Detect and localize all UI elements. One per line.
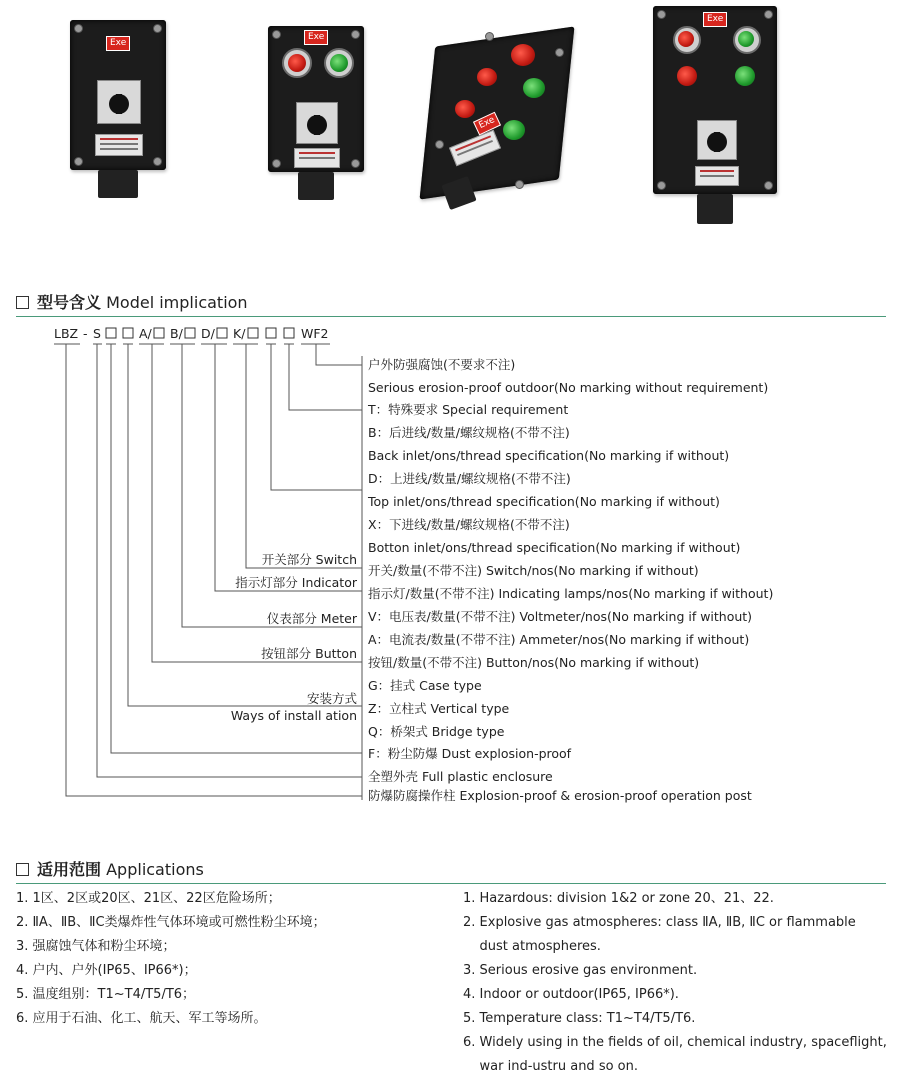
list-item: 5. Temperature class: T1~T4/T5/T6. xyxy=(463,1011,696,1026)
label-button: 按钮部分 Button xyxy=(261,646,357,661)
red-indicator xyxy=(477,68,497,86)
desc-case-type: G：挂式 Case type xyxy=(368,678,482,693)
label-install-en: Ways of install ation xyxy=(230,708,357,723)
checkbox-square-icon xyxy=(16,296,29,309)
stop-button-red xyxy=(288,54,306,72)
desc-ammeter: A：电流表/数量(不带不注) Ammeter/nos(No marking if without) xyxy=(368,632,750,647)
leader-lines xyxy=(66,344,362,800)
green-button xyxy=(503,120,525,140)
desc-outdoor-cn: 户外防强腐蚀(不要求不注) xyxy=(368,357,516,372)
section-divider xyxy=(16,316,886,317)
green-button xyxy=(738,31,754,47)
product-photo-3 xyxy=(415,20,585,210)
desc-outdoor-en: Serious erosion-proof outdoor(No marking without requirement) xyxy=(368,380,769,395)
cable-gland xyxy=(98,170,138,198)
list-item: 3. 强腐蚀气体和粉尘环境； xyxy=(16,939,176,954)
nameplate xyxy=(695,166,739,186)
code-box-button xyxy=(154,328,164,338)
start-button-green xyxy=(330,54,348,72)
desc-back-inlet-en: Back inlet/ons/thread specification(No marking if without) xyxy=(368,448,730,463)
code-box-special xyxy=(284,328,294,338)
applications-heading xyxy=(16,857,204,880)
code-a: A/ xyxy=(139,326,152,341)
code-dash: - xyxy=(83,326,88,341)
heading-en: Model implication xyxy=(106,293,248,312)
desc-vertical-type: Z：立柱式 Vertical type xyxy=(368,701,510,716)
heading-cn: 适用范围 xyxy=(37,860,102,879)
desc-dust-proof: F：粉尘防爆 Dust explosion-proof xyxy=(368,746,572,761)
heading-en: Applications xyxy=(106,860,204,879)
heading-cn: 型号含义 xyxy=(37,293,102,312)
code-s: S xyxy=(93,326,101,341)
rotary-switch xyxy=(296,102,338,144)
list-item: dust atmospheres. xyxy=(463,939,601,954)
list-item: 4. 户内、户外(IP65、IP66*)； xyxy=(16,963,197,978)
cable-gland xyxy=(298,172,334,200)
desc-top-inlet-cn: D：上进线/数量/螺纹规格(不带不注) xyxy=(368,471,571,486)
green-indicator xyxy=(735,66,755,86)
section-divider xyxy=(16,883,886,884)
exe-badge: Exe xyxy=(473,112,501,136)
list-item: 5. 温度组别：T1~T4/T5/T6； xyxy=(16,987,196,1002)
list-item: 1. 1区、2区或20区、21区、22区危险场所； xyxy=(16,891,281,906)
product-photo-4 xyxy=(653,6,779,226)
code-k: K/ xyxy=(233,326,246,341)
desc-bottom-inlet-cn: X：下进线/数量/螺纹规格(不带不注) xyxy=(368,517,570,532)
code-box-indicator xyxy=(217,328,227,338)
list-item: war ind-ustru and so on. xyxy=(463,1059,638,1074)
desc-back-inlet-cn: B：后进线/数量/螺纹规格(不带不注) xyxy=(368,425,570,440)
desc-bottom-inlet-en: Botton inlet/ons/thread specification(No marking if without) xyxy=(368,540,741,555)
list-item: 6. Widely using in the fields of oil, chemical industry, spaceflight, xyxy=(463,1035,887,1050)
exe-badge: Exe xyxy=(304,30,328,45)
label-indicator: 指示灯部分 Indicator xyxy=(235,575,357,590)
label-switch: 开关部分 Switch xyxy=(261,552,357,567)
code-box-meter xyxy=(185,328,195,338)
red-button xyxy=(678,31,694,47)
applications-list-cn xyxy=(16,887,326,1031)
red-indicator xyxy=(455,100,475,118)
exe-badge: Exe xyxy=(703,12,727,27)
nameplate xyxy=(294,148,340,168)
desc-special: T：特殊要求 Special requirement xyxy=(368,402,569,417)
red-indicator xyxy=(677,66,697,86)
code-wf2: WF2 xyxy=(301,326,329,341)
product-photo-1 xyxy=(70,20,170,200)
model-code-diagram xyxy=(0,320,900,810)
list-item: 2. Explosive gas atmospheres: class ⅡA, ⅡB, ⅡC or flammable xyxy=(463,915,856,930)
code-box-inlet xyxy=(266,328,276,338)
list-item: 3. Serious erosive gas environment. xyxy=(463,963,698,978)
code-lbz: LBZ xyxy=(54,326,79,341)
label-install-cn: 安装方式 xyxy=(306,691,357,706)
code-box-install xyxy=(123,328,133,338)
cable-gland xyxy=(697,194,733,224)
code-b: B/ xyxy=(170,326,183,341)
model-implication-heading xyxy=(16,290,248,313)
desc-indicator: 指示灯/数量(不带不注) Indicating lamps/nos(No marking if without) xyxy=(368,586,774,601)
nameplate xyxy=(95,134,143,156)
desc-bridge-type: Q：桥架式 Bridge type xyxy=(368,724,505,739)
desc-voltmeter: V：电压表/数量(不带不注) Voltmeter/nos(No marking if without) xyxy=(368,609,753,624)
applications-list-en xyxy=(463,887,887,1079)
desc-button: 按钮/数量(不带不注) Button/nos(No marking if without) xyxy=(368,655,700,670)
rotary-switch xyxy=(97,80,141,124)
label-meter: 仪表部分 Meter xyxy=(266,611,357,626)
desc-switch: 开关/数量(不带不注) Switch/nos(No marking if without) xyxy=(368,563,699,578)
rotary-switch xyxy=(697,120,737,160)
list-item: 2. ⅡA、ⅡB、ⅡC类爆炸性气体环境或可燃性粉尘环境； xyxy=(16,915,326,930)
exe-badge: Exe xyxy=(106,36,130,51)
desc-operation-post: 防爆防腐操作柱 Explosion-proof & erosion-proof operation post xyxy=(368,788,752,803)
desc-top-inlet-en: Top inlet/ons/thread specification(No marking if without) xyxy=(368,494,720,509)
list-item: 6. 应用于石油、化工、航天、军工等场所。 xyxy=(16,1011,267,1026)
checkbox-square-icon xyxy=(16,863,29,876)
code-box-switch xyxy=(248,328,258,338)
list-item: 1. Hazardous: division 1&2 or zone 20、21、22. xyxy=(463,891,774,906)
list-item: 4. Indoor or outdoor(IP65, IP66*). xyxy=(463,987,679,1002)
code-d: D/ xyxy=(201,326,215,341)
code-box-f xyxy=(106,328,116,338)
green-indicator xyxy=(523,78,545,98)
product-photo-2 xyxy=(268,26,368,202)
desc-plastic-enclosure: 全塑外壳 Full plastic enclosure xyxy=(368,769,553,784)
red-button xyxy=(511,44,535,66)
